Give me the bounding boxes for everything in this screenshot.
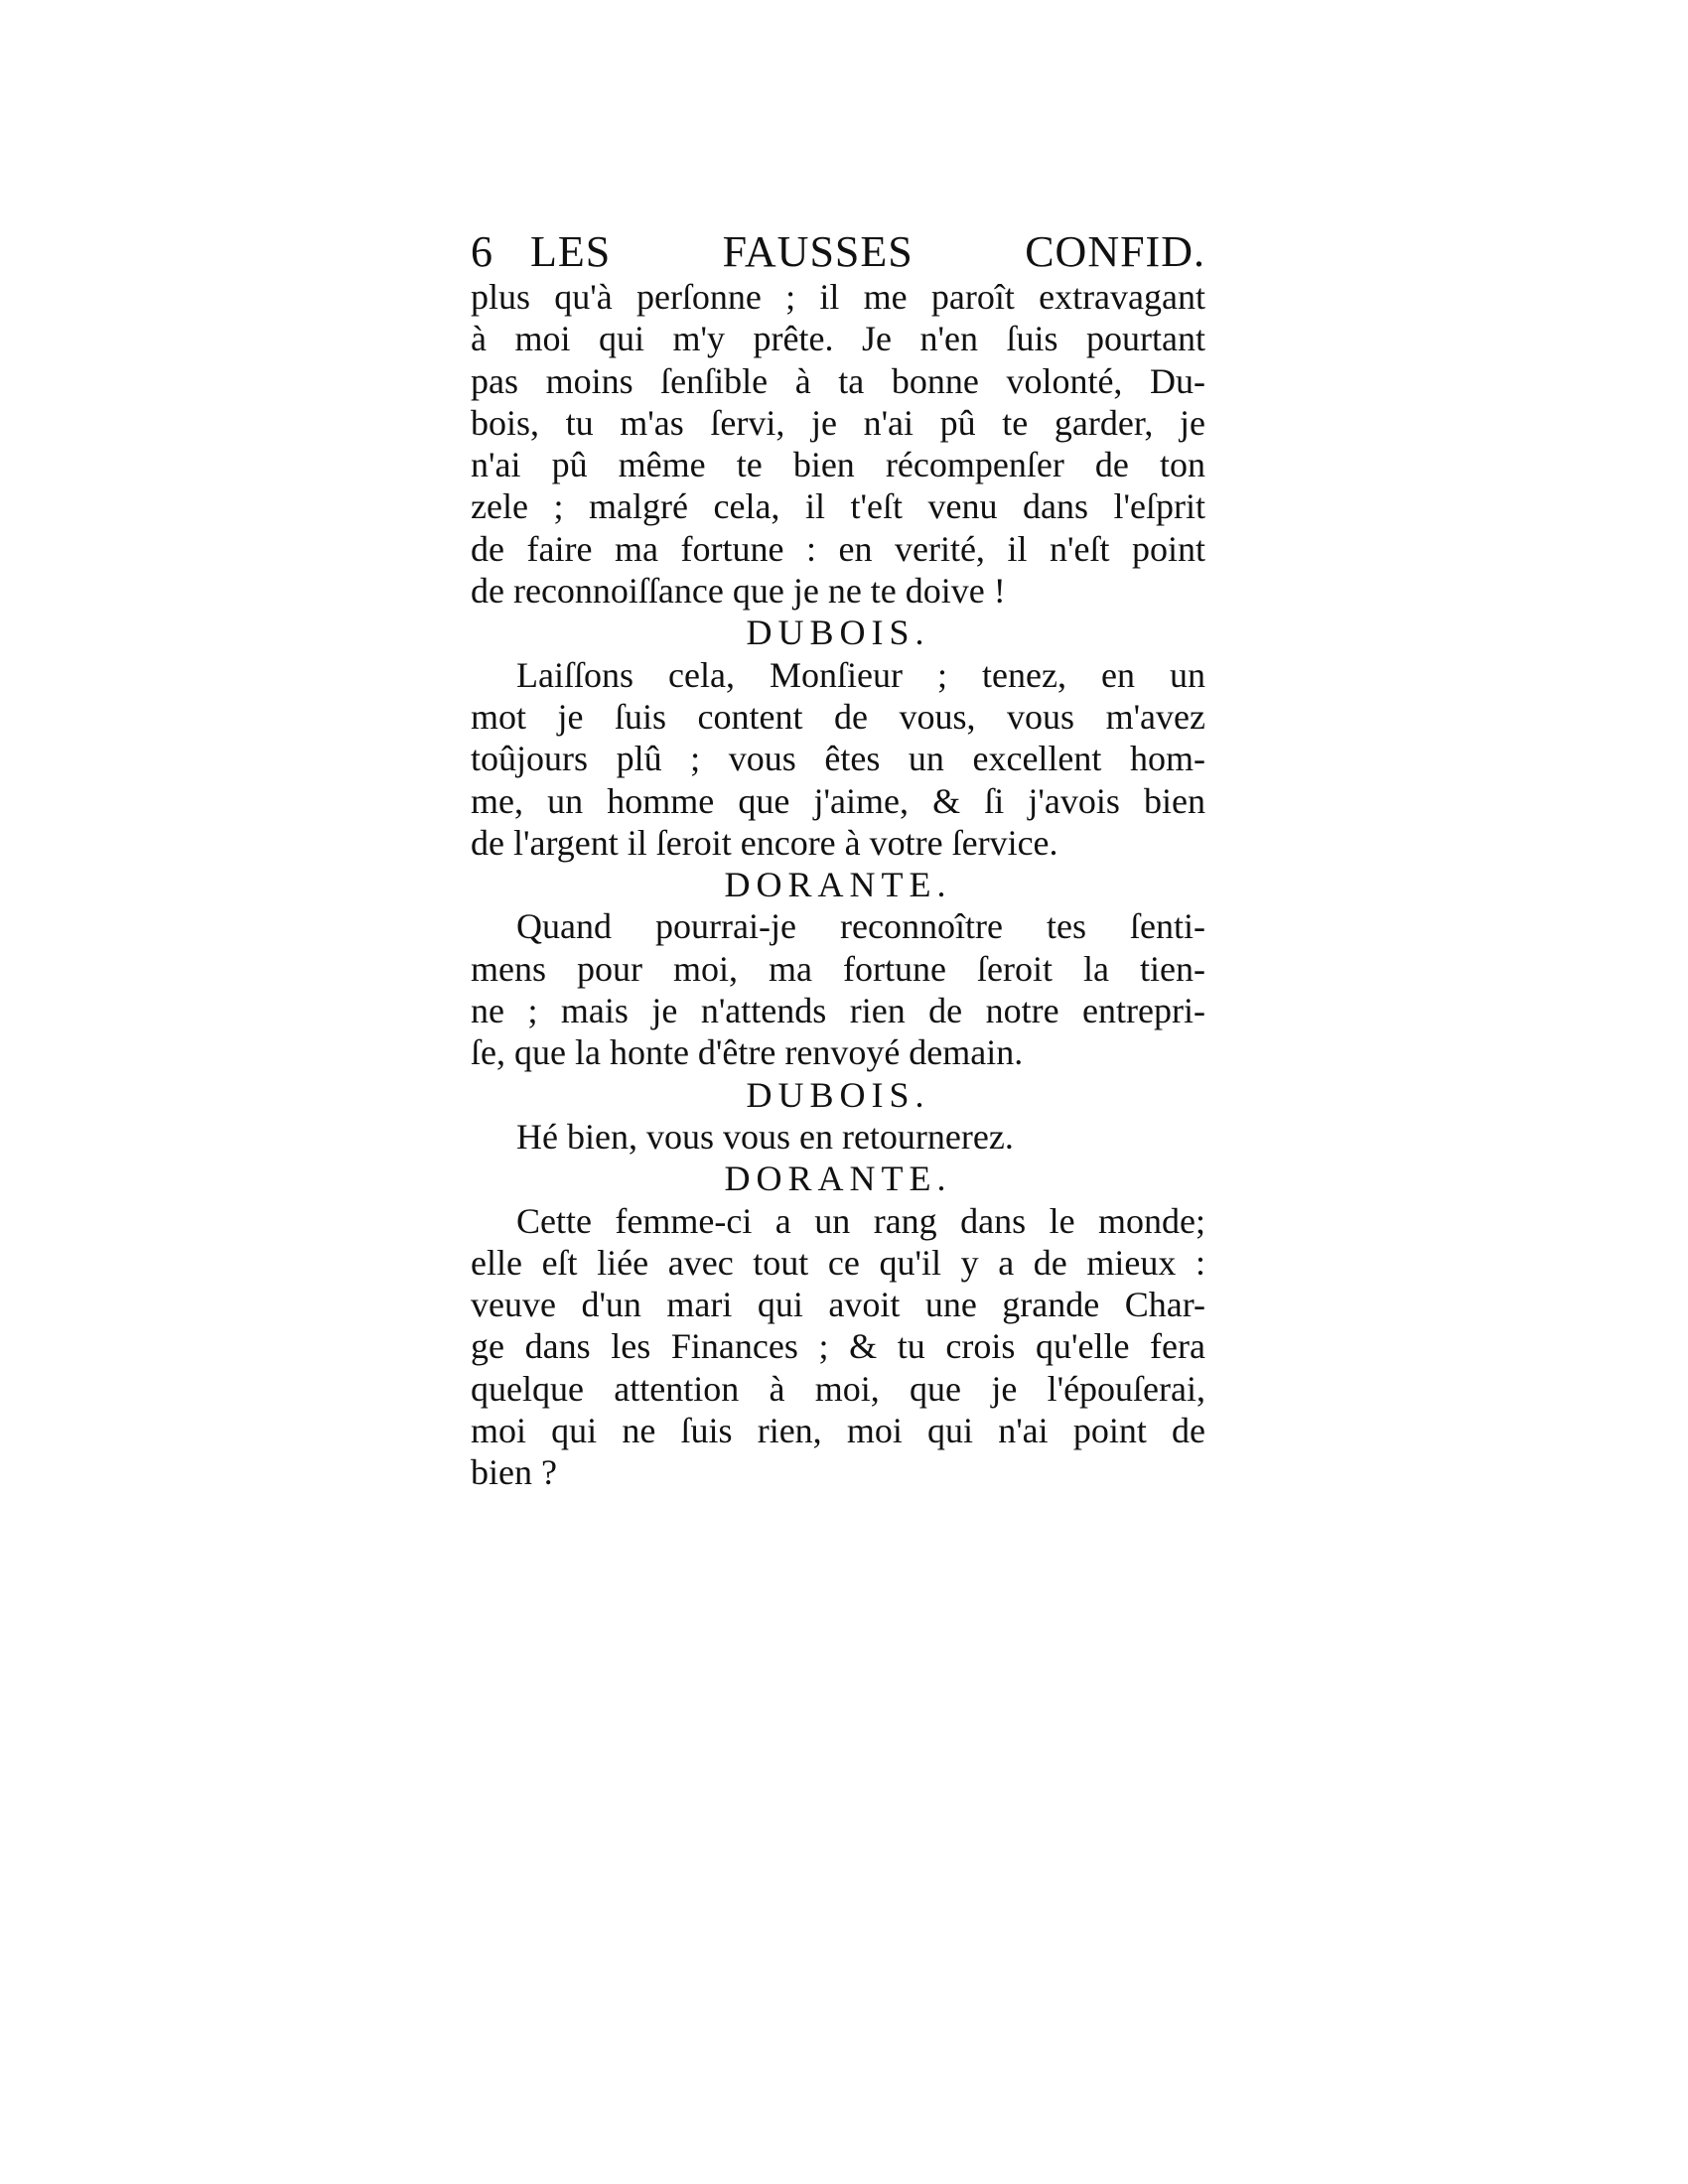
text-line: zele ; malgré cela, il t'eſt venu dans l'eſprit — [471, 486, 1205, 527]
running-title: LES FAUSSES CONFID. — [530, 227, 1205, 276]
text-line: moi qui ne ſuis rien, moi qui n'ai point de — [471, 1411, 1205, 1451]
text-line: me, un homme que j'aime, & ſi j'avois bien — [471, 780, 1205, 821]
text-line: Quand pourrai-je reconnoître tes ſenti- — [516, 906, 1205, 947]
paragraph — [471, 905, 1205, 1073]
paragraph — [471, 276, 1205, 612]
text-line: Cette femme-ci a un rang dans le monde; — [516, 1200, 1205, 1241]
paragraph — [471, 1200, 1205, 1494]
text-line: de reconnoiſſance que je ne te doive ! — [471, 571, 1006, 612]
text-line: plus qu'à perſonne ; il me paroît extravagant — [471, 277, 1205, 317]
text-line: quelque attention à moi, que je l'épouſerai, — [471, 1368, 1205, 1409]
text-line: Laiſſons cela, Monſieur ; tenez, en un — [516, 654, 1205, 695]
text-line: n'ai pû même te bien récompenſer de ton — [471, 445, 1205, 485]
speaker-name: DUBOIS. — [746, 1074, 930, 1115]
text-line: Hé bien, vous vous en retournerez. — [516, 1116, 1014, 1157]
text-line: bien ? — [471, 1452, 557, 1493]
text-line: mot je ſuis content de vous, vous m'avez — [471, 696, 1205, 737]
text-line: ge dans les Finances ; & tu crois qu'elle fera — [471, 1326, 1205, 1367]
book-page — [471, 226, 1205, 1494]
paragraph — [471, 654, 1205, 864]
text-line: ne ; mais je n'attends rien de notre entrepri- — [471, 991, 1205, 1031]
paragraph — [471, 1116, 1205, 1158]
speaker-name: DUBOIS. — [746, 613, 930, 653]
text-line: pas moins ſenſible à ta bonne volonté, Du- — [471, 360, 1205, 401]
text-line: mens pour moi, ma fortune ſeroit la tien- — [471, 948, 1205, 989]
text-line: bois, tu m'as ſervi, je n'ai pû te garder, je — [471, 402, 1205, 443]
speaker-name: DORANTE. — [724, 1159, 952, 1199]
text-line: de faire ma fortune : en verité, il n'eſt point — [471, 528, 1205, 569]
text-line: ſe, que la honte d'être renvoyé demain. — [471, 1032, 1024, 1073]
running-header — [471, 226, 1205, 276]
text-line: de l'argent il ſeroit encore à votre ſervice. — [471, 822, 1058, 863]
text-line: à moi qui m'y prête. Je n'en ſuis pourtant — [471, 319, 1205, 359]
text-line: veuve d'un mari qui avoit une grande Char- — [471, 1285, 1205, 1325]
text-line: toûjours plû ; vous êtes un excellent hom- — [471, 739, 1205, 779]
text-line: elle eſt liée avec tout ce qu'il y a de mieux : — [471, 1242, 1205, 1283]
speaker-name: DORANTE. — [724, 865, 952, 905]
page-number: 6 — [471, 227, 493, 276]
